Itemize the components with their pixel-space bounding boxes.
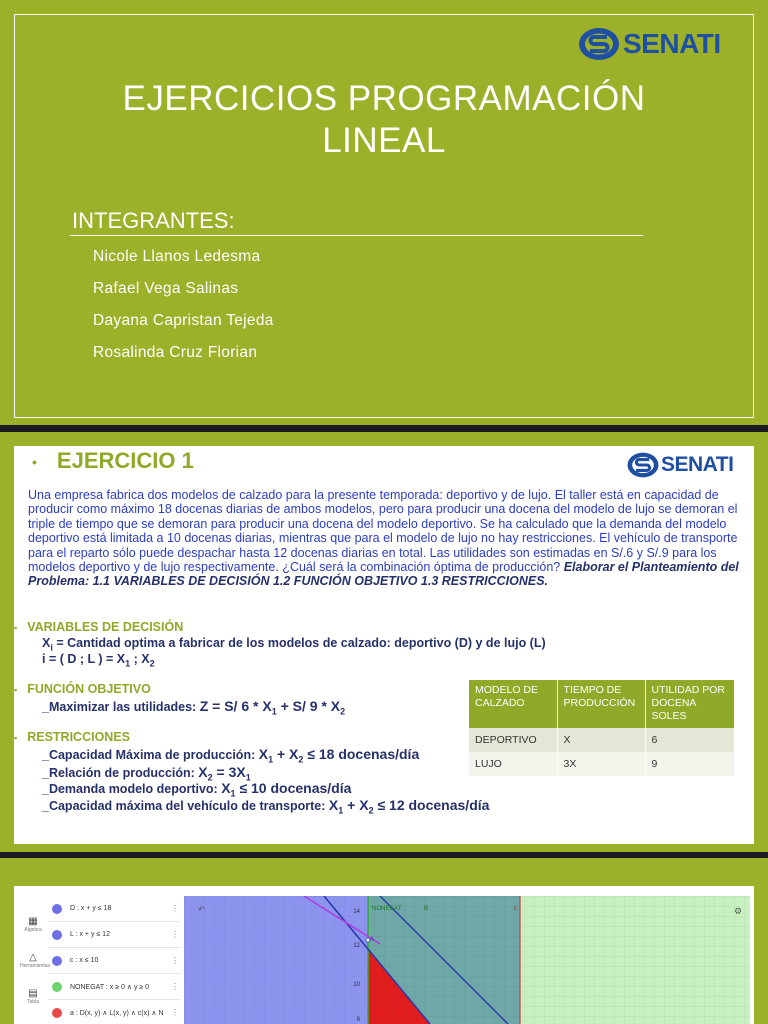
math-sub: 1: [338, 805, 344, 816]
member-name: Dayana Capristan Tejeda: [93, 312, 274, 329]
grid: [184, 896, 750, 1024]
problem-text: Una empresa fabrica dos modelos de calzado para la presente temporada: deportivo y de lujo. El taller está en capacidad de producir como máximo 18 docenas diarias de ambos modelos, pero para producir una docena del modelo de lujo se demoran el triple de tiempo que se demoran para producir una docena del modelo deportivo. Se ha calculado que la demanda del modelo deportivo está limitada a 10 docenas diarias, mientras que para el modelo de lujo no hay restricciones. El vehículo de transporte para el reparto sólo puede despachar hasta 12 docenas diarias en total. Las utilidades son estimadas en S/.6 y S/.9 para los modelos deportivo y de lujo respectivamente. ¿Cuál será la combinación óptima de producción?: [28, 488, 738, 575]
variables-definition: [42, 636, 546, 653]
settings-gear-icon[interactable]: ⚙: [734, 907, 743, 917]
visibility-toggle[interactable]: [52, 930, 62, 940]
variables-index: [42, 652, 155, 669]
tick-label: 8: [356, 1017, 360, 1023]
algebra-view: [48, 896, 180, 1024]
section-bullet: ▪: [14, 622, 18, 633]
section-variables-heading: [14, 620, 183, 634]
restriction-demand: [42, 780, 351, 799]
undo-icon[interactable]: ↶: [198, 905, 205, 914]
math-text: i = ( D ; L ) = X: [42, 652, 126, 666]
tool-herramientas[interactable]: [20, 952, 51, 969]
problem-instructions: Elaborar el Planteamiento del Problema: 1.1 VARIABLES DE DECISIÓN 1.2 FUNCIÓN OBJETIVO 1.3 RESTRICCIONES.: [28, 560, 739, 589]
math-text: ≤ 18 docenas/día: [303, 746, 420, 762]
math-text: + X: [273, 746, 299, 762]
math-sub: 2: [368, 805, 374, 816]
math-sub: 1: [271, 706, 277, 717]
math-text: X: [198, 764, 208, 780]
tool-label: Herramientas: [20, 963, 51, 969]
title-line-2: LINEAL: [322, 121, 446, 160]
table-header-cell: TIEMPO DE PRODUCCIÓN: [557, 680, 645, 728]
more-options-icon[interactable]: ⋮: [171, 956, 179, 965]
math-text: + S/ 9 * X: [276, 698, 341, 714]
math-text: _Capacidad máxima del vehículo de transporte:: [42, 799, 329, 813]
math-sub: 1: [125, 658, 131, 669]
calculator-icon: ▦: [28, 916, 38, 927]
more-options-icon[interactable]: ⋮: [171, 930, 179, 939]
tick-label: 12: [353, 943, 360, 949]
table-cell: 6: [645, 728, 735, 752]
math-text: X: [258, 746, 269, 762]
point-label: A: [370, 937, 375, 943]
table-cell: LUJO: [469, 752, 557, 776]
math-text: X: [42, 636, 51, 650]
graphics-view[interactable]: [184, 896, 750, 1024]
section-objetivo-heading: [14, 682, 151, 696]
algebra-row[interactable]: [48, 948, 180, 974]
line-label: c: [514, 906, 517, 912]
math-sub: 2: [149, 658, 155, 669]
math-sub: 1: [268, 754, 274, 765]
math-text: ; X: [130, 652, 150, 666]
table-cell: 9: [645, 752, 735, 776]
integrantes-heading: INTEGRANTES:: [72, 208, 235, 233]
exercise-title-text: EJERCICIO 1: [56, 448, 194, 473]
math-sub: 1: [245, 772, 251, 783]
math-text: _Capacidad Máxima de producción:: [42, 748, 259, 762]
math-text: + X: [343, 797, 369, 813]
algebra-row[interactable]: [48, 896, 180, 922]
table-header-row: [469, 680, 735, 728]
tick-label: 14: [353, 909, 360, 915]
heading-underline: [70, 235, 643, 236]
exercise-title: [32, 448, 194, 474]
math-text: _Maximizar las utilidades:: [42, 700, 200, 714]
line-label: B: [424, 906, 429, 912]
tool-algebra[interactable]: [20, 916, 46, 933]
senati-emblem-icon: [626, 451, 660, 479]
objective-function: [42, 698, 345, 717]
table-header-cell: MODELO DE CALZADO: [469, 680, 557, 728]
visibility-toggle[interactable]: [52, 956, 62, 966]
restriction-transport: [42, 797, 489, 816]
section-title: RESTRICCIONES: [27, 730, 130, 744]
algebra-expression[interactable]: a : D(x, y) ∧ L(x, y) ∧ c(x) ∧ N: [70, 1009, 164, 1017]
math-text: ≤ 12 docenas/día: [373, 797, 490, 813]
senati-logo: [577, 26, 721, 62]
math-text: _Demanda modelo deportivo:: [42, 782, 222, 796]
algebra-expression[interactable]: L : x + y ≤ 12: [70, 931, 110, 938]
math-text: = Cantidad optima a fabricar de los modelos de calzado: deportivo (D) y de lujo (L): [52, 636, 546, 650]
senati-logo-text: SENATI: [623, 28, 721, 59]
algebra-expression[interactable]: c : x ≤ 10: [70, 957, 99, 964]
algebra-row[interactable]: [48, 922, 180, 948]
section-restricciones-heading: [14, 730, 130, 744]
section-bullet: ▪: [14, 684, 18, 695]
algebra-expression[interactable]: NONEGAT : x ≥ 0 ∧ y ≥ 0: [70, 983, 150, 991]
geogebra-toolbar: [20, 896, 51, 1024]
feasible-region-plot[interactable]: [184, 896, 750, 1024]
tool-label: Álgebra: [24, 927, 42, 933]
math-text: X: [328, 797, 339, 813]
math-text: ≤ 10 docenas/día: [235, 780, 352, 796]
presentation-title: [0, 78, 768, 162]
table-row: [469, 728, 735, 752]
tick-label: 10: [353, 982, 360, 988]
member-name: Rosalinda Cruz Florian: [93, 344, 258, 361]
section-bullet: ▪: [14, 732, 18, 743]
table-cell: DEPORTIVO: [469, 728, 557, 752]
restriction-capacity: [42, 746, 419, 765]
math-sub: i: [50, 642, 53, 653]
math-sub: 2: [298, 754, 304, 765]
math-text: Z = S/ 6 * X: [199, 698, 272, 714]
table-row: [469, 752, 735, 776]
math-text: _Relación de producción:: [42, 766, 199, 780]
title-line-1: EJERCICIOS PROGRAMACIÓN: [122, 79, 646, 118]
math-sub: 2: [340, 706, 346, 717]
table-cell: X: [557, 728, 645, 752]
more-options-icon[interactable]: ⋮: [171, 982, 179, 991]
section-title: VARIABLES DE DECISIÓN: [27, 620, 184, 634]
senati-logo-small: [626, 451, 733, 479]
math-sub: 2: [207, 772, 213, 783]
senati-logo-text: SENATI: [661, 453, 734, 476]
shapes-icon: △: [29, 952, 37, 963]
senati-emblem-icon: [577, 26, 621, 62]
math-sub: 1: [230, 788, 236, 799]
production-table: [469, 680, 735, 776]
math-text: X: [221, 780, 231, 796]
member-name: Rafael Vega Salinas: [93, 280, 239, 297]
more-options-icon[interactable]: ⋮: [171, 904, 179, 913]
algebra-row[interactable]: [48, 974, 180, 1000]
table-header-cell: UTILIDAD POR DOCENA SOLES: [645, 680, 735, 728]
problem-statement: [28, 488, 740, 589]
tool-label: Tabla: [27, 999, 39, 1005]
more-options-icon[interactable]: ⋮: [171, 1008, 179, 1017]
title-bullet: •: [32, 454, 37, 471]
line-label: NONEGAT: [372, 906, 402, 912]
section-title: FUNCIÓN OBJETIVO: [27, 682, 151, 696]
algebra-expression[interactable]: D : x + y ≤ 18: [70, 905, 112, 912]
math-text: = 3X: [212, 764, 246, 780]
visibility-toggle[interactable]: [52, 982, 62, 992]
visibility-toggle[interactable]: [52, 1008, 62, 1018]
member-name: Nicole Llanos Ledesma: [93, 248, 261, 265]
visibility-toggle[interactable]: [52, 904, 62, 914]
slide-title: [0, 0, 768, 425]
tool-tabla[interactable]: [20, 988, 46, 1005]
algebra-row[interactable]: [48, 1000, 180, 1024]
table-cell: 3X: [557, 752, 645, 776]
table-icon: ▤: [28, 988, 38, 999]
